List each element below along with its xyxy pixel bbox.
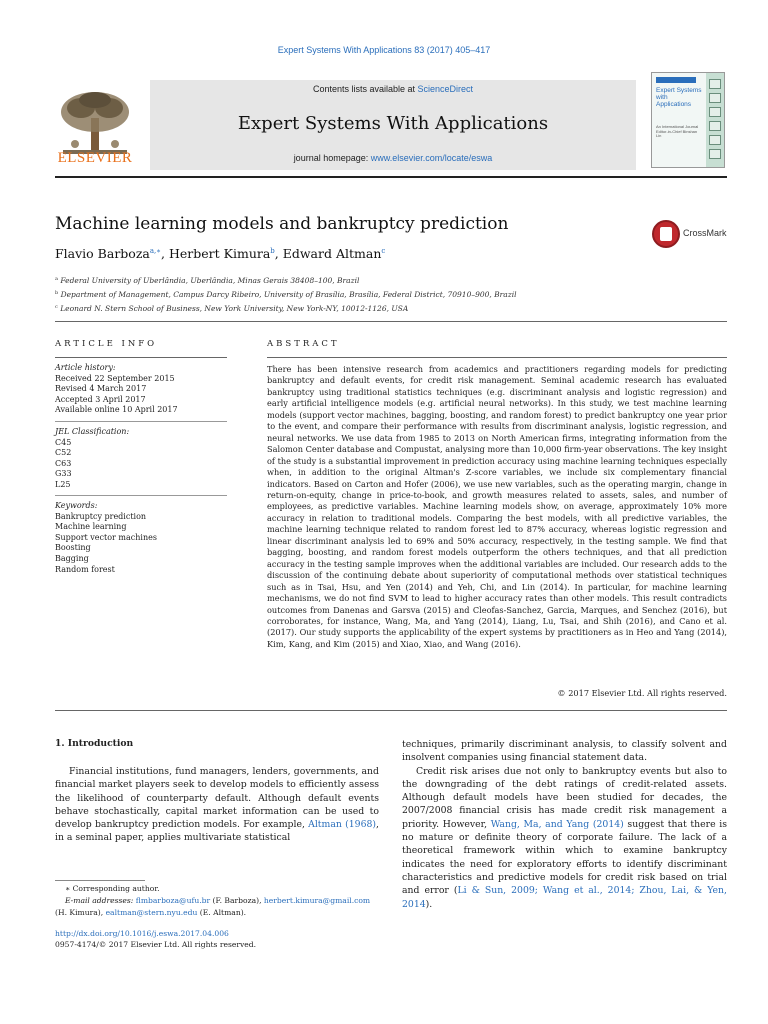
- cover-icon: [709, 135, 721, 145]
- affiliation: $^c$ Leonard N. Stern School of Business, New York University, New York-NY, 10012-1126, USA: [55, 304, 409, 313]
- citation-link[interactable]: Altman (1968): [308, 819, 377, 831]
- journal-cover-thumbnail[interactable]: [651, 72, 725, 168]
- section-heading-introduction: 1. Introduction: [55, 738, 134, 749]
- cover-icon: [709, 149, 721, 159]
- abstract-text: There has been intensive research from academics and practitioners regarding models for predicting bankruptcy and default events, for credit risk management. Seminal academic research has evaluated bankruptcy using traditional statistics techniques (e.g. discriminant analysis and logistic regression) and early artificial intelligence models (e.g. artificial neural networks). In this study, we test machine learning models (support vector machines, bagging, boosting, and random forest) to predict bankruptcy one year prior to the event, and compare their performance with results from discriminant analysis, logistic regression, and neural networks. We use data from 1985 to 2013 on North American firms, integrating information from the Salomon Center database and Compustat, analysing more than 10,000 firm-year observations. The key insight of the study is a substantial improvement in prediction accuracy using machine learning techniques especially when, in addition to the original Altman's Z-score variables, we include six complementary financial indicators. Based on Carton and Hofer (2006), we use new variables, such as the operating margin, change in return-on-equity, change in price-to-book, and growth measures related to assets, sales, and number of employees, as predictive variables. Machine learning models show, on average, approximately 10% more accuracy in relation to traditional models. Comparing the best models, with all predictive variables, the machine learning technique related to random forest led to 87% accuracy, whereas logistic regression and linear discriminant analysis led to 69% and 50% accuracy, respectively, in the testing sample. We find that bagging, boosting, and random forest models outperform the others techniques, and that all prediction accuracy in the testing sample improves when the additional variables are included. Our research adds to the discussion of the continuing debate about superiority of computational methods over statistical techniques such as in Tsai, Hsu, and Yen (2014) and Yeh, Chi, and Lin (2014). In particular, for machine learning mechanisms, we do not find SVM to lead to higher accuracy rates than other models. This result contradicts outcomes from Danenas and Garsva (2015) and Cleofas-Sanchez, Garcia, Marques, and Senchez (2016), but corroborates, for instance, Wang, Ma, and Yang (2014), Liang, Lu, Tsai, and Shih (2016), and Cano et al. (2017). Our study supports the applicability of the expert systems by practitioners as in Heo and Yang (2014), Kim, Kang, and Kim (2015) and Xiao, Xiao, and Wang (2016).: [267, 364, 727, 649]
- cover-icon: [709, 107, 721, 117]
- email-addresses: E-mail addresses: flmbarboza@ufu.br (F. Barboza), herbert.kimura@gmail.com: [65, 896, 371, 905]
- intro-paragraph: Credit risk arises due not only to bankruptcy events but also to the downgrading of the debt ratings of credit-related assets. Although default models have been studied for decades, the 2007/2008 financial crisis has made credit risk management a priority. However, Wang, Ma, and Yang (2014) suggest that there is no mature or definite theory of corporate failure. The lack of a theoretical framework within which to examine bankruptcy indicates the need for exploratory efforts to identify discriminant characteristics and predictive models for credit risk based on trial and error (Li & Sun, 2009; Wang et al., 2014; Zhou, Lai, & Yen, 2014).: [402, 765, 728, 910]
- contents-line: [150, 84, 636, 94]
- email-link[interactable]: ealtman@stern.nyu.edu: [105, 908, 198, 917]
- history-label: Article history:: [55, 363, 116, 372]
- keyword: Bagging: [55, 553, 89, 563]
- doi-link[interactable]: http://dx.doi.org/10.1016/j.eswa.2017.04.006: [55, 929, 229, 938]
- doi-block: [55, 928, 256, 950]
- masthead-banner: [150, 80, 636, 170]
- email-addresses-cont: (H. Kimura), ealtman@stern.nyu.edu (E. Altman).: [55, 908, 247, 917]
- header-rule: [55, 321, 727, 322]
- jel-code: C63: [55, 458, 72, 468]
- email-link[interactable]: flmbarboza@ufu.br: [135, 896, 211, 905]
- affiliations: [55, 273, 517, 315]
- article-title: Machine learning models and bankruptcy prediction: [55, 214, 509, 234]
- abstract-bottom-rule: [55, 710, 727, 711]
- history-item: Available online 10 April 2017: [55, 405, 178, 415]
- journal-homepage-link[interactable]: www.elsevier.com/locate/eswa: [370, 153, 493, 163]
- keywords-label: Keywords:: [55, 501, 98, 510]
- keyword: Support vector machines: [55, 532, 157, 542]
- contents-prefix: Contents lists available at: [312, 84, 418, 94]
- citation-link[interactable]: Wang, Ma, and Yang (2014): [490, 818, 624, 830]
- author-list: Flavio Barboza$^{a,∗}$, Herbert Kimura$^b$, Edward Altman$^c$: [55, 246, 386, 261]
- cover-icon: [709, 121, 721, 131]
- citation-link[interactable]: Li & Sun, 2009; Wang et al., 2014; Zhou, Lai, & Yen, 2014: [402, 885, 728, 910]
- cover-subtitle-line: An International Journal: [656, 124, 699, 129]
- article-info-rule: [55, 357, 227, 358]
- issn-line: 0957-4174/© 2017 Elsevier Ltd. All rights reserved.: [55, 940, 257, 949]
- cover-title: Expert Systems with Applications: [656, 87, 702, 108]
- journal-title: Expert Systems With Applications: [237, 113, 549, 134]
- keyword: Boosting: [55, 543, 91, 553]
- article-info-heading: ARTICLE INFO: [55, 339, 158, 349]
- jel-classification: [55, 427, 227, 491]
- email-link[interactable]: herbert.kimura@gmail.com: [263, 896, 371, 905]
- keywords: [55, 501, 227, 575]
- cover-tag: [656, 77, 696, 83]
- keyword: Bankruptcy prediction: [55, 511, 147, 521]
- keyword: Random forest: [55, 564, 115, 574]
- cover-icon: [709, 93, 721, 103]
- jel-label: JEL Classification:: [55, 427, 130, 436]
- cover-subtitle: [656, 125, 702, 139]
- crossmark-badge[interactable]: [652, 220, 732, 248]
- author-affiliation-marker[interactable]: b: [270, 247, 275, 255]
- author-name: Herbert Kimura: [168, 246, 271, 261]
- keyword: Machine learning: [55, 522, 127, 532]
- history-item: Accepted 3 April 2017: [55, 394, 146, 404]
- corresponding-author-note: ∗ Corresponding author.: [65, 884, 160, 893]
- info-divider: [55, 421, 227, 422]
- intro-left-column: [55, 765, 379, 845]
- abstract-heading: ABSTRACT: [267, 339, 340, 349]
- publisher-wordmark: ELSEVIER: [57, 150, 133, 166]
- abstract-rule: [267, 357, 727, 358]
- footnote-rule: [55, 880, 145, 881]
- history-item: Revised 4 March 2017: [55, 384, 147, 394]
- intro-continuation: techniques, primarily discriminant analysis, to classify solvent and insolvent companies using financial statement data.: [402, 739, 727, 764]
- article-history: [55, 363, 227, 416]
- crossmark-label: CrossMark: [683, 228, 727, 238]
- crossmark-icon: [652, 220, 680, 248]
- author-affiliation-marker[interactable]: c: [381, 247, 386, 255]
- masthead-rule: [55, 176, 727, 178]
- author-name: Flavio Barboza: [55, 246, 150, 261]
- author-name: Edward Altman: [282, 246, 382, 261]
- affiliation: $^a$ Federal University of Uberlândia, Uberlândia, Minas Gerais 38408–100, Brazil: [55, 276, 360, 285]
- abstract-copyright: © 2017 Elsevier Ltd. All rights reserved.: [557, 688, 727, 698]
- cover-icon: [709, 79, 721, 89]
- journal-masthead: [55, 72, 727, 172]
- jel-code: C45: [55, 437, 72, 447]
- homepage-line: [150, 153, 636, 163]
- intro-paragraph: Financial institutions, fund managers, lenders, governments, and financial market players seek to develop models to efficiently assess the likelihood of counterparty default. Although default events behave stochastically, capital market information can be used to develop bankruptcy prediction models. For example, Altman (1968), in a seminal paper, applies multivariate statistical: [55, 766, 380, 844]
- affiliation: $^b$ Department of Management, Campus Darcy Ribeiro, University of Brasília, Brasília, Federal District, 70910–900, Brazil: [55, 290, 517, 299]
- journal-reference[interactable]: Expert Systems With Applications 83 (2017) 405–417: [277, 45, 491, 55]
- author-affiliation-marker[interactable]: a,∗: [149, 247, 162, 255]
- history-item: Received 22 September 2015: [55, 373, 175, 383]
- jel-code: C52: [55, 448, 72, 458]
- footnotes: [55, 883, 385, 919]
- cover-editor-line: Editor-in-Chief Binshan Lin: [656, 128, 698, 138]
- sciencedirect-link[interactable]: ScienceDirect: [417, 84, 474, 94]
- info-divider: [55, 495, 227, 496]
- jel-code: L25: [55, 479, 71, 489]
- intro-right-column: [402, 738, 727, 911]
- jel-code: G33: [55, 469, 72, 479]
- homepage-prefix: journal homepage:: [293, 153, 371, 163]
